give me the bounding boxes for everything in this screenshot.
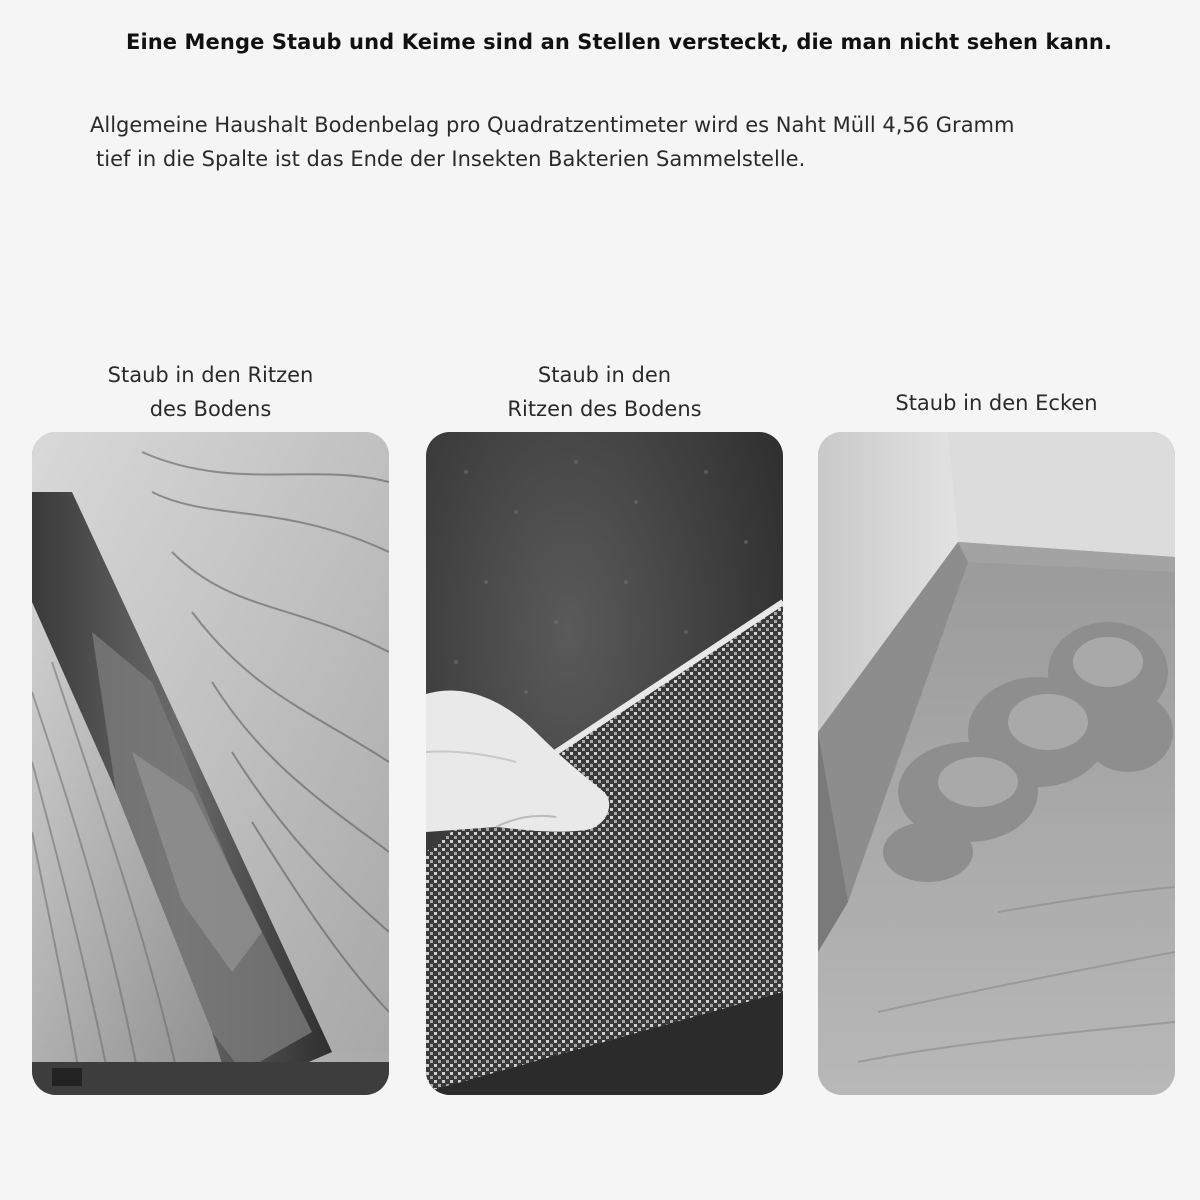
caption-line: Staub in den Ecken [895, 391, 1098, 415]
caption-floor-gaps [32, 358, 389, 426]
carpet-underside-hand-photo [426, 432, 783, 1095]
headline: Eine Menge Staub und Keime sind an Stellen versteckt, die man nicht sehen kann. [126, 30, 1113, 54]
caption-line: Ritzen des Bodens [507, 397, 702, 421]
caption-carpet-gaps [426, 358, 783, 426]
description-line-2: tief in die Spalte ist das Ende der Insekten Bakterien Sammelstelle. [96, 147, 806, 171]
caption-corners [818, 386, 1175, 420]
description [90, 108, 1170, 176]
description-line-1: Allgemeine Haushalt Bodenbelag pro Quadratzentimeter wird es Naht Müll 4,56 Gramm [90, 113, 1015, 137]
caption-line: Staub in den [537, 363, 672, 387]
caption-line: Staub in den Ritzen [107, 363, 314, 387]
wood-floor-gap-dust-photo [32, 432, 389, 1095]
dust-bunny-corner-photo [818, 432, 1175, 1095]
caption-line: des Bodens [149, 397, 272, 421]
